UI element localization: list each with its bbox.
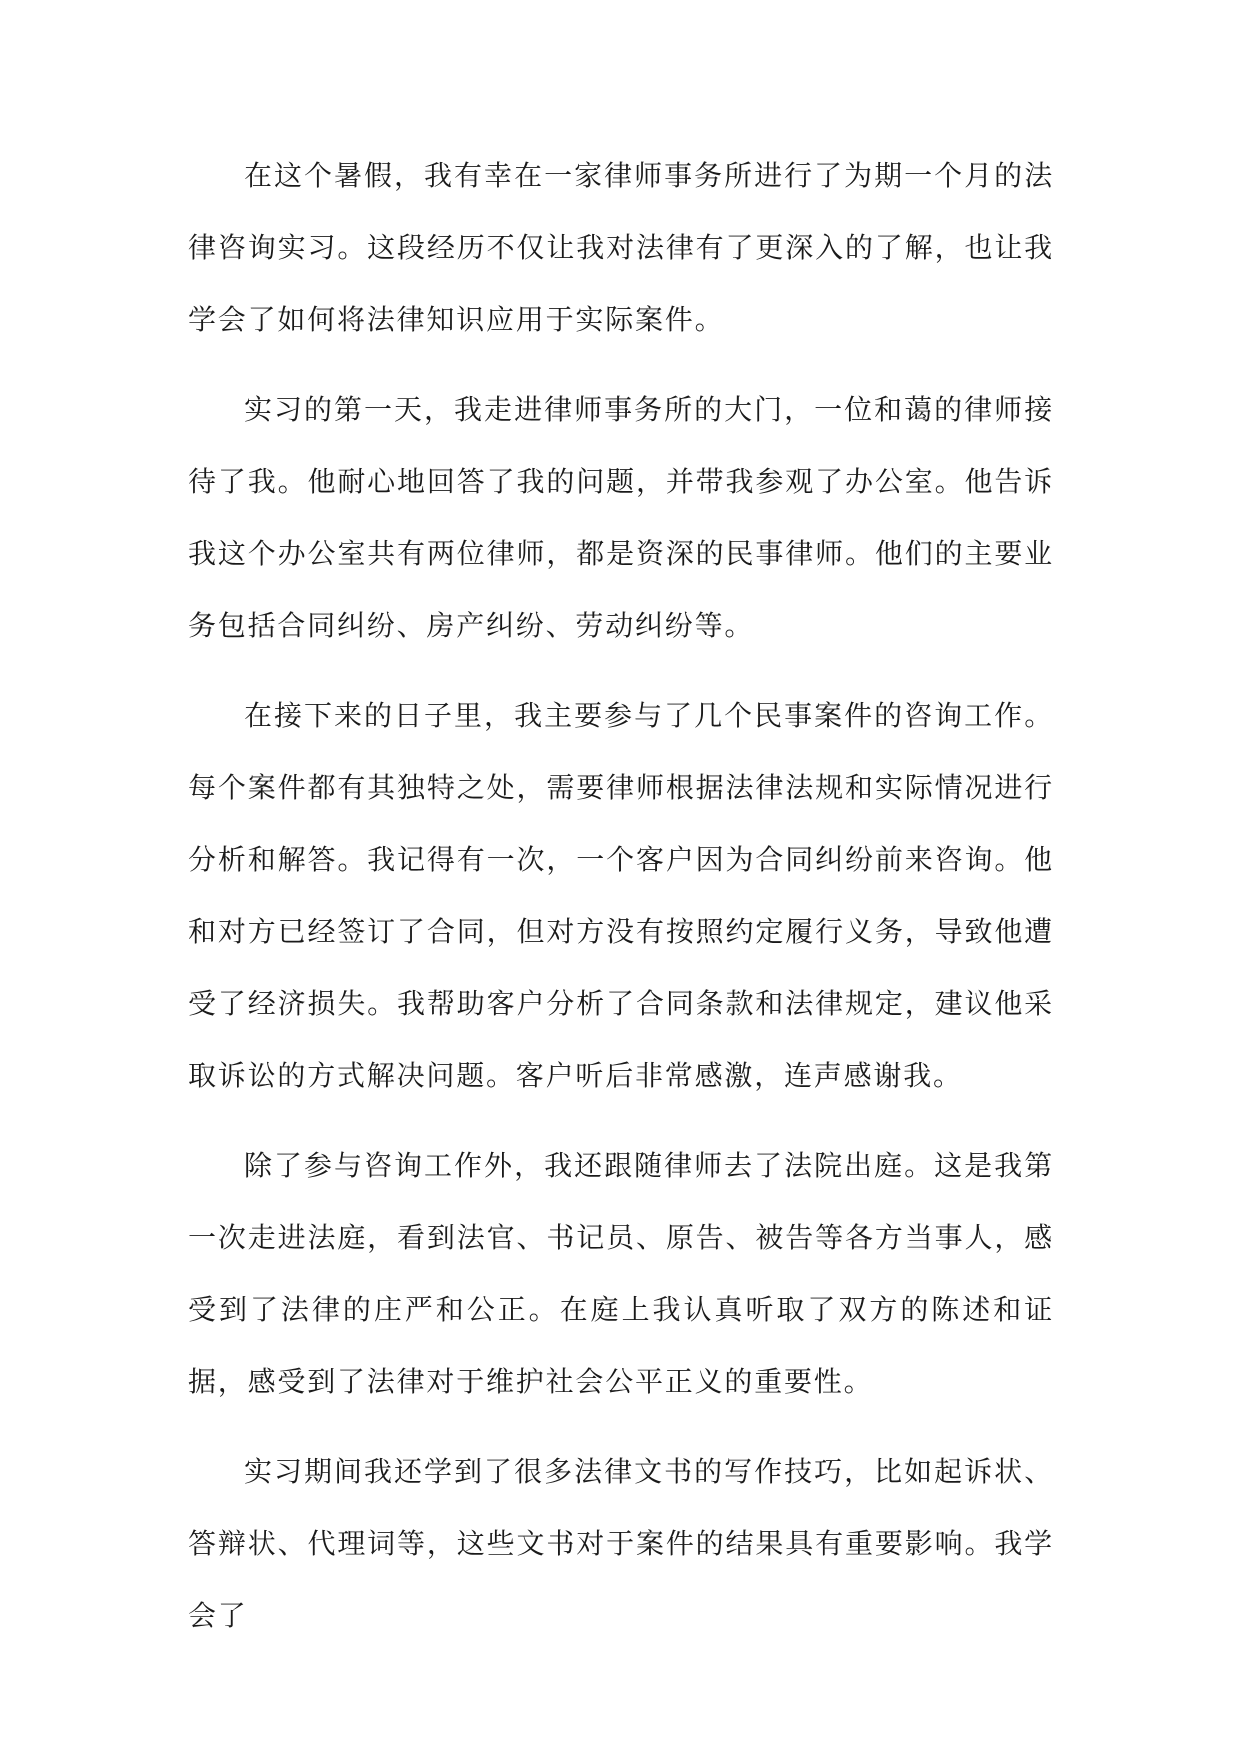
paragraph-5: 实习期间我还学到了很多法律文书的写作技巧，比如起诉状、答辩状、代理词等，这些文书对于案件的结果具有重要影响。我学会了: [188, 1455, 1054, 1632]
document-body: [188, 140, 1054, 1670]
paragraph-4: 除了参与咨询工作外，我还跟随律师去了法院出庭。这是我第一次走进法庭，看到法官、书记员、原告、被告等各方当事人，感受到了法律的庄严和公正。在庭上我认真听取了双方的陈述和证据，感受到了法律对于维护社会公平正义的重要性。: [188, 1149, 1054, 1398]
paragraph-1: 在这个暑假，我有幸在一家律师事务所进行了为期一个月的法律咨询实习。这段经历不仅让我对法律有了更深入的了解，也让我学会了如何将法律知识应用于实际案件。: [188, 159, 1054, 336]
paragraph-3: 在接下来的日子里，我主要参与了几个民事案件的咨询工作。每个案件都有其独特之处，需要律师根据法律法规和实际情况进行分析和解答。我记得有一次，一个客户因为合同纠纷前来咨询。他和对方已经签订了合同，但对方没有按照约定履行义务，导致他遭受了经济损失。我帮助客户分析了合同条款和法律规定，建议他采取诉讼的方式解决问题。客户听后非常感激，连声感谢我。: [188, 699, 1054, 1092]
paragraph-2: 实习的第一天，我走进律师事务所的大门，一位和蔼的律师接待了我。他耐心地回答了我的问题，并带我参观了办公室。他告诉我这个办公室共有两位律师，都是资深的民事律师。他们的主要业务包括合同纠纷、房产纠纷、劳动纠纷等。: [188, 393, 1054, 642]
